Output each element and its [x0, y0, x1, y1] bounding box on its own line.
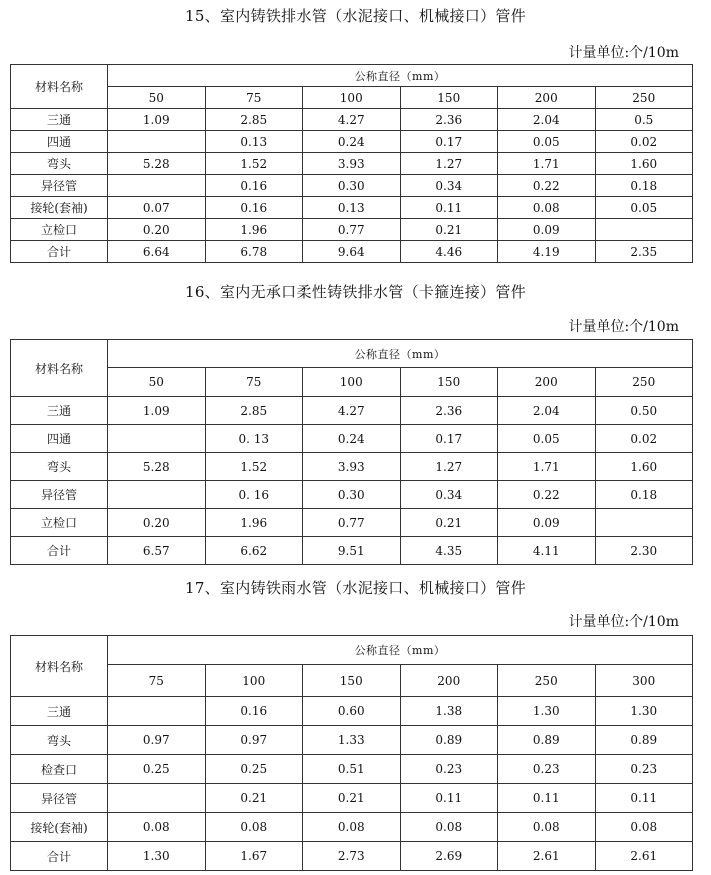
diameter-header: 150 — [400, 87, 498, 109]
total-row — [11, 842, 693, 871]
table-title: 17、室内铸铁雨水管（水泥接口、机械接口）管件 — [185, 579, 526, 597]
row-header-cell: 材料名称 — [11, 340, 108, 397]
material-name: 合计 — [11, 842, 108, 871]
value-cell: 4.27 — [303, 109, 401, 131]
table-row — [11, 453, 693, 481]
value-cell: 6.64 — [108, 241, 206, 263]
value-cell: 3.93 — [303, 453, 401, 481]
value-cell: 1.27 — [400, 153, 498, 175]
value-cell: 0.23 — [498, 755, 596, 784]
material-name: 合计 — [11, 537, 108, 565]
value-cell: 1.52 — [205, 153, 303, 175]
diameter-group-header: 公称直径（mm） — [108, 636, 693, 665]
value-cell: 1.33 — [303, 726, 401, 755]
value-cell: 0.16 — [205, 197, 303, 219]
value-cell: 1.30 — [595, 697, 693, 726]
value-cell: 0.21 — [400, 509, 498, 537]
diameter-header: 150 — [400, 368, 498, 397]
material-name: 三通 — [11, 697, 108, 726]
material-name: 异径管 — [11, 784, 108, 813]
value-cell: 0.25 — [205, 755, 303, 784]
value-cell — [108, 175, 206, 197]
table-row — [11, 697, 693, 726]
material-name: 四通 — [11, 131, 108, 153]
row-header-cell: 材料名称 — [11, 65, 108, 109]
material-name: 弯头 — [11, 453, 108, 481]
value-cell: 1.09 — [108, 397, 206, 425]
value-cell: 0.97 — [205, 726, 303, 755]
value-cell: 0.08 — [108, 813, 206, 842]
table-row — [11, 175, 693, 197]
total-row — [11, 537, 693, 565]
value-cell: 9.51 — [303, 537, 401, 565]
value-cell: 0.05 — [595, 197, 693, 219]
value-cell: 0.08 — [595, 813, 693, 842]
value-cell: 0.77 — [303, 509, 401, 537]
value-cell: 1.38 — [400, 697, 498, 726]
diameter-header: 100 — [205, 665, 303, 697]
value-cell — [595, 219, 693, 241]
diameter-header: 250 — [595, 368, 693, 397]
value-cell — [108, 697, 206, 726]
data-table — [10, 64, 693, 263]
value-cell: 0.08 — [303, 813, 401, 842]
value-cell: 4.11 — [498, 537, 596, 565]
material-name: 异径管 — [11, 481, 108, 509]
value-cell: 0.11 — [400, 197, 498, 219]
value-cell: 0.17 — [400, 425, 498, 453]
table-row — [11, 813, 693, 842]
table-row — [11, 153, 693, 175]
value-cell: 0.11 — [400, 784, 498, 813]
value-cell: 0.25 — [108, 755, 206, 784]
diameter-header: 200 — [498, 87, 596, 109]
value-cell — [108, 131, 206, 153]
value-cell: 1.30 — [498, 697, 596, 726]
material-name: 异径管 — [11, 175, 108, 197]
value-cell: 0.11 — [498, 784, 596, 813]
value-cell: 4.19 — [498, 241, 596, 263]
data-table — [10, 339, 693, 565]
value-cell: 4.27 — [303, 397, 401, 425]
value-cell: 2.35 — [595, 241, 693, 263]
value-cell: 0.20 — [108, 219, 206, 241]
material-name: 检查口 — [11, 755, 108, 784]
material-name: 三通 — [11, 397, 108, 425]
value-cell: 1.96 — [205, 219, 303, 241]
diameter-header: 50 — [108, 368, 206, 397]
value-cell: 0. 16 — [205, 481, 303, 509]
value-cell: 2.85 — [205, 397, 303, 425]
value-cell: 1.60 — [595, 453, 693, 481]
value-cell: 2.61 — [498, 842, 596, 871]
value-cell: 0.23 — [595, 755, 693, 784]
table-row — [11, 509, 693, 537]
value-cell: 0.02 — [595, 425, 693, 453]
value-cell: 0.77 — [303, 219, 401, 241]
table-row — [11, 726, 693, 755]
unit-label: 计量单位:个/10m — [568, 319, 679, 335]
value-cell: 2.61 — [595, 842, 693, 871]
value-cell: 2.69 — [400, 842, 498, 871]
value-cell: 1.71 — [498, 453, 596, 481]
value-cell: 5.28 — [108, 453, 206, 481]
table-row — [11, 481, 693, 509]
value-cell: 0.5 — [595, 109, 693, 131]
total-row — [11, 241, 693, 263]
value-cell: 0.30 — [303, 481, 401, 509]
value-cell: 2.36 — [400, 109, 498, 131]
value-cell: 0.21 — [303, 784, 401, 813]
value-cell: 0.13 — [205, 131, 303, 153]
table-row — [11, 755, 693, 784]
value-cell: 2.36 — [400, 397, 498, 425]
diameter-header: 75 — [205, 368, 303, 397]
value-cell: 4.46 — [400, 241, 498, 263]
value-cell: 1.71 — [498, 153, 596, 175]
value-cell: 1.67 — [205, 842, 303, 871]
material-name: 四通 — [11, 425, 108, 453]
material-name: 立检口 — [11, 509, 108, 537]
value-cell: 0.24 — [303, 131, 401, 153]
value-cell: 0.22 — [498, 481, 596, 509]
value-cell: 1.09 — [108, 109, 206, 131]
value-cell: 0.20 — [108, 509, 206, 537]
value-cell: 5.28 — [108, 153, 206, 175]
value-cell: 0.16 — [205, 175, 303, 197]
diameter-header: 200 — [498, 368, 596, 397]
value-cell: 0.89 — [595, 726, 693, 755]
value-cell: 0.30 — [303, 175, 401, 197]
value-cell: 6.62 — [205, 537, 303, 565]
value-cell: 0.89 — [400, 726, 498, 755]
table-row — [11, 425, 693, 453]
value-cell: 0.11 — [595, 784, 693, 813]
table-row — [11, 131, 693, 153]
table-row — [11, 784, 693, 813]
value-cell: 2.04 — [498, 109, 596, 131]
table-row — [11, 219, 693, 241]
diameter-header: 300 — [595, 665, 693, 697]
value-cell: 0.09 — [498, 219, 596, 241]
table-title: 15、室内铸铁排水管（水泥接口、机械接口）管件 — [185, 7, 526, 25]
material-name: 三通 — [11, 109, 108, 131]
diameter-header: 75 — [108, 665, 206, 697]
value-cell: 0. 13 — [205, 425, 303, 453]
material-name: 弯头 — [11, 153, 108, 175]
value-cell — [108, 425, 206, 453]
diameter-header: 250 — [595, 87, 693, 109]
material-name: 立检口 — [11, 219, 108, 241]
value-cell: 4.35 — [400, 537, 498, 565]
data-table — [10, 635, 693, 871]
value-cell: 0.13 — [303, 197, 401, 219]
diameter-header: 150 — [303, 665, 401, 697]
unit-label: 计量单位:个/10m — [568, 614, 679, 630]
diameter-header: 75 — [205, 87, 303, 109]
value-cell: 1.96 — [205, 509, 303, 537]
value-cell: 9.64 — [303, 241, 401, 263]
table-row — [11, 397, 693, 425]
value-cell: 3.93 — [303, 153, 401, 175]
value-cell: 0.18 — [595, 481, 693, 509]
value-cell: 0.18 — [595, 175, 693, 197]
value-cell: 0.08 — [498, 813, 596, 842]
value-cell: 1.27 — [400, 453, 498, 481]
value-cell: 0.08 — [498, 197, 596, 219]
diameter-header: 100 — [303, 87, 401, 109]
material-name: 合计 — [11, 241, 108, 263]
value-cell: 0.07 — [108, 197, 206, 219]
value-cell: 0.08 — [205, 813, 303, 842]
value-cell — [595, 509, 693, 537]
value-cell: 2.04 — [498, 397, 596, 425]
value-cell: 1.60 — [595, 153, 693, 175]
value-cell: 2.85 — [205, 109, 303, 131]
value-cell: 0.02 — [595, 131, 693, 153]
value-cell: 0.08 — [400, 813, 498, 842]
value-cell: 0.09 — [498, 509, 596, 537]
value-cell — [108, 784, 206, 813]
value-cell: 1.30 — [108, 842, 206, 871]
value-cell: 0.34 — [400, 175, 498, 197]
value-cell: 0.23 — [400, 755, 498, 784]
diameter-group-header: 公称直径（mm） — [108, 340, 693, 368]
value-cell: 2.30 — [595, 537, 693, 565]
value-cell: 0.21 — [205, 784, 303, 813]
material-name: 弯头 — [11, 726, 108, 755]
diameter-header: 250 — [498, 665, 596, 697]
material-name: 接轮(套袖) — [11, 197, 108, 219]
material-name: 接轮(套袖) — [11, 813, 108, 842]
value-cell: 1.52 — [205, 453, 303, 481]
row-header-cell: 材料名称 — [11, 636, 108, 697]
value-cell: 0.21 — [400, 219, 498, 241]
table-row — [11, 197, 693, 219]
value-cell: 0.16 — [205, 697, 303, 726]
value-cell: 0.50 — [595, 397, 693, 425]
value-cell: 0.97 — [108, 726, 206, 755]
diameter-header: 50 — [108, 87, 206, 109]
diameter-header: 100 — [303, 368, 401, 397]
value-cell: 0.24 — [303, 425, 401, 453]
value-cell: 0.17 — [400, 131, 498, 153]
unit-label: 计量单位:个/10m — [568, 45, 679, 61]
table-title: 16、室内无承口柔性铸铁排水管（卡箍连接）管件 — [185, 283, 526, 301]
value-cell: 0.05 — [498, 131, 596, 153]
diameter-group-header: 公称直径（mm） — [108, 65, 693, 87]
table-row — [11, 109, 693, 131]
value-cell: 0.89 — [498, 726, 596, 755]
value-cell: 6.57 — [108, 537, 206, 565]
value-cell: 0.22 — [498, 175, 596, 197]
value-cell: 2.73 — [303, 842, 401, 871]
value-cell: 0.34 — [400, 481, 498, 509]
diameter-header: 200 — [400, 665, 498, 697]
value-cell: 0.05 — [498, 425, 596, 453]
value-cell: 6.78 — [205, 241, 303, 263]
value-cell: 0.51 — [303, 755, 401, 784]
value-cell — [108, 481, 206, 509]
value-cell: 0.60 — [303, 697, 401, 726]
